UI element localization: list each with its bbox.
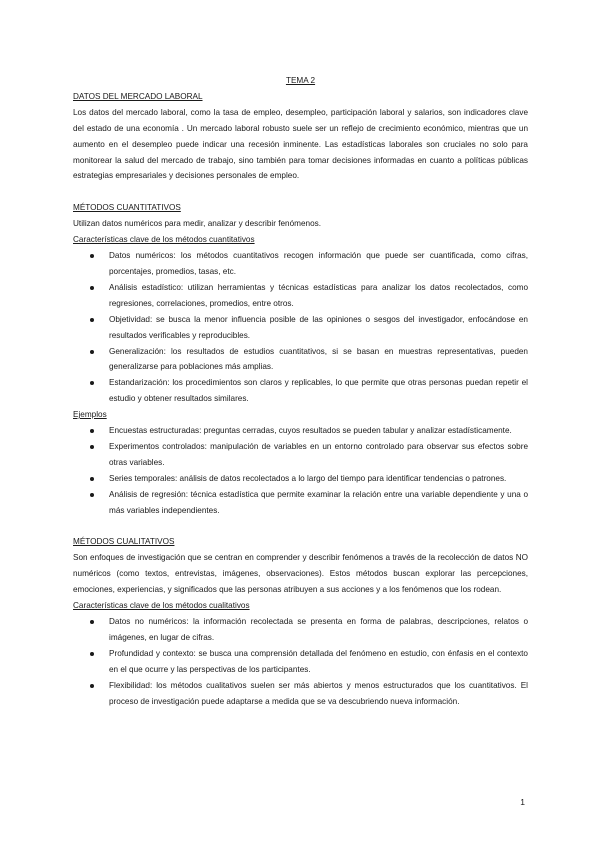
list-item: Profundidad y contexto: se busca una comprensión detallada del fenómeno en estudio, con énfasis en el contexto en el que ocurre y las perspectivas de los participantes.: [73, 646, 528, 678]
heading-metodos-cuantitativos: MÉTODOS CUANTITATIVOS: [73, 203, 181, 213]
list-item: Flexibilidad: los métodos cualitativos suelen ser más abiertos y menos estructurados que los cuantitativos. El proceso de investigación puede adaptarse a medida que se va descubriendo nueva información.: [73, 678, 528, 710]
heading-mercado-laboral: DATOS DEL MERCADO LABORAL: [73, 91, 203, 101]
list-item: Generalización: los resultados de estudios cuantitativos, si se basan en muestras representativas, pueden generalizarse para poblaciones más amplias.: [73, 344, 528, 376]
list-item: Análisis de regresión: técnica estadística que permite examinar la relación entre una variable dependiente y una o más variables independientes.: [73, 487, 528, 519]
list-item: Datos no numéricos: la información recolectada se presenta en forma de palabras, descripciones, relatos o imágenes, en lugar de cifras.: [73, 614, 528, 646]
heading-ejemplos: Ejemplos: [73, 410, 107, 420]
list-item: Series temporales: análisis de datos recolectados a lo largo del tiempo para identificar tendencias o patrones.: [73, 471, 528, 487]
list-item: Análisis estadístico: utilizan herramientas y técnicas estadísticas para analizar los datos recolectados, como regresiones, correlaciones, promedios, entre otros.: [73, 280, 528, 312]
list-item: Experimentos controlados: manipulación de variables en un entorno controlado para observar sus efectos sobre otras variables.: [73, 439, 528, 471]
list-item: Objetividad: se busca la menor influencia posible de las opiniones o sesgos del investigador, enfocándose en resultados verificables y reproducibles.: [73, 312, 528, 344]
subheading-caracteristicas-cualitativos: Características clave de los métodos cualitativos: [73, 601, 250, 611]
page-number: 1: [520, 797, 525, 807]
list-caracteristicas-cuantitativos: [73, 248, 528, 407]
list-caracteristicas-cualitativos: [73, 614, 528, 709]
paragraph-metodos-cualitativos: Son enfoques de investigación que se centran en comprender y describir fenómenos a través de la recolección de datos NO numéricos (como textos, entrevistas, imágenes, observaciones). Estos métodos buscan explorar las percepciones, emociones, experiencias, y significados que las personas atribuyen a sus acciones y a los fenómenos que los rodean.: [73, 553, 528, 595]
list-item: Encuestas estructuradas: preguntas cerradas, cuyos resultados se pueden tabular y analizar estadísticamente.: [73, 423, 528, 439]
list-ejemplos: [73, 423, 528, 518]
list-item: Datos numéricos: los métodos cuantitativos recogen información que puede ser cuantificada, como cifras, porcentajes, promedios, tasas, etc.: [73, 248, 528, 280]
list-item: Estandarización: los procedimientos son claros y replicables, lo que permite que otras personas puedan repetir el estudio y obtener resultados similares.: [73, 375, 528, 407]
paragraph-mercado-laboral: Los datos del mercado laboral, como la tasa de empleo, desempleo, participación laboral y salarios, son indicadores clave del estado de una economía . Un mercado laboral robusto suele ser un reflejo de crecimiento económico, mientras que un aumento en el desempleo puede indicar una recesión inminente. Las estadísticas laborales son cruciales no solo para monitorear la salud del mercado de trabajo, sino también para tomar decisiones informadas en cuanto a políticas públicas estrategias empresariales y decisiones personales de empleo.: [73, 107, 528, 181]
heading-metodos-cualitativos: MÉTODOS CUALITATIVOS: [73, 537, 175, 547]
document-page: [73, 73, 528, 709]
intro-metodos-cuantitativos: Utilizan datos numéricos para medir, analizar y describir fenómenos.: [73, 219, 322, 229]
page-title: TEMA 2: [285, 76, 316, 85]
subheading-caracteristicas-cuantitativos: Características clave de los métodos cuantitativos: [73, 235, 255, 245]
